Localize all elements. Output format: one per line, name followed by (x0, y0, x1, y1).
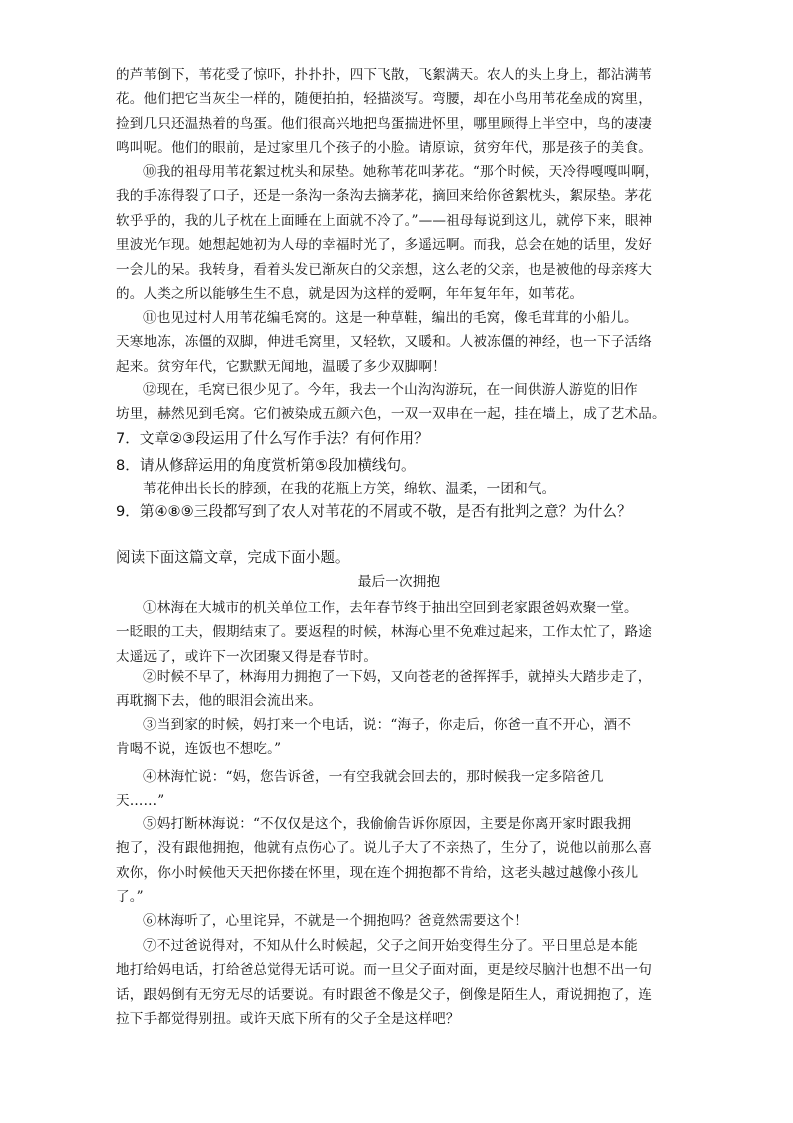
article-paragraph-7 (116, 934, 682, 1032)
text-line: 鸣叫呢。他们的眼前，是过家里几个孩子的小脸。请原谅，贫穷年代，那是孩子的美食。 (116, 140, 653, 157)
text-line: ④林海忙说：“妈，您告诉爸，一有空我就会回去的，那时候我一定多陪爸几 (143, 769, 604, 785)
text-line: ②时候不早了，林海用力拥抱了一下妈，又向苍老的爸挥挥手，就掉头大踏步走了， (143, 669, 652, 685)
article-paragraph-1 (116, 596, 682, 669)
text-line: 再耽搁下去，他的眼泪会流出来。 (116, 693, 323, 710)
text-line: ⑥林海听了，心里诧异，不就是一个拥抱吗？爸竟然需要这个！ (143, 913, 528, 929)
paragraph-11 (116, 306, 682, 379)
paragraph-10 (116, 160, 682, 306)
question-8-quote: 苇花伸出长长的脖颈，在我的花瓶上方笑，绵软、温柔，一团和气。 (143, 481, 556, 497)
text-line: ⑫现在，毛窝已很少见了。今年，我去一个山沟沟游玩，在一间供游人游览的旧作 (143, 382, 638, 398)
text-line: 起来。贫穷年代，它默默无闻地，温暖了多少双脚啊！ (116, 358, 446, 375)
text-line: 话，跟妈倒有无穷无尽的话要说。有时跟爸不像是父子，倒像是陌生人，甭说拥抱了，连 (116, 986, 653, 1003)
text-line: 一眨眼的工夫，假期结束了。要返程的时候，林海心里不免难过起来，工作太忙了，路途 (116, 624, 653, 641)
text-line: 的芦苇倒下，苇花受了惊吓，扑扑扑，四下飞散，飞絮满天。农人的头上身上，都沾满苇 (116, 67, 653, 83)
text-line: 坊里，赫然见到毛窝。它们被染成五颜六色，一双一双串在一起，挂在墙上，成了艺术品。 (116, 406, 666, 423)
text-line: 的。人类之所以能够生生不息，就是因为这样的爱啊，年年复年年，如苇花。 (116, 286, 584, 303)
text-line: 肯喝不说，连饭也不想吃。” (116, 741, 282, 758)
text-line: 捡到几只还温热着的鸟蛋。他们很高兴地把鸟蛋揣进怀里，哪里顾得上半空中，鸟的凄凄 (116, 115, 653, 132)
article-paragraph-4 (116, 765, 682, 814)
text-line: 一会儿的呆。我转身，看着头发已渐灰白的父亲想，这么老的父亲，也是被他的母亲疼大 (116, 261, 653, 278)
question-7: 7．文章②③段运用了什么写作手法？有何作用？ (116, 430, 429, 447)
text-line: 天……” (116, 793, 165, 810)
text-line: 我的手冻得裂了口子，还是一条沟一条沟去摘茅花，摘回来给你爸絮枕头，絮尿垫。茅花 (116, 188, 653, 205)
article-paragraph-2 (116, 665, 682, 714)
article-paragraph-3 (116, 713, 682, 762)
text-line: 了。” (116, 889, 144, 906)
text-line: ⑩我的祖母用苇花絮过枕头和尿垫。她称苇花叫茅花。“那个时候，天冷得嘎嘎叫啊， (143, 164, 659, 180)
text-line: ⑦不过爸说得对，不知从什么时候起，父子之间开始变得生分了。平日里总是本能 (143, 938, 638, 954)
article-title: 最后一次拥抱 (357, 574, 441, 590)
text-line: 地打给妈电话，打给爸总觉得无话可说。而一旦父子面对面，更是绞尽脑汁也想不出一句 (116, 962, 653, 979)
article-paragraph-5 (116, 812, 682, 910)
paragraph-12 (116, 378, 682, 427)
text-line: ⑤妈打断林海说：“不仅仅是这个，我偷偷告诉你原因，主要是你离开家时跟我拥 (143, 816, 632, 832)
text-line: 软乎乎的，我的儿子枕在上面睡在上面就不冷了。”——祖母每说到这儿，就停下来，眼神 (116, 212, 653, 229)
text-line: 花。他们把它当灰尘一样的，随便拍拍，轻描淡写。弯腰，却在小鸟用苇花垒成的窝里， (116, 91, 653, 108)
text-line: 抱了，没有跟他拥抱，他就有点伤心了。说儿子大了不亲热了，生分了，说他以前那么喜 (116, 840, 653, 857)
text-line: 太遥远了，或许下一次团聚又得是春节时。 (116, 648, 378, 665)
text-line: 天寒地冻，冻僵的双脚，伸进毛窝里，又轻软，又暖和。人被冻僵的神经，也一下子活络 (116, 334, 653, 351)
text-line: 里波光乍现。她想起她初为人母的幸福时光了，多遥远啊。而我，总会在她的话里，发好 (116, 237, 653, 254)
article-paragraph-6 (116, 909, 682, 933)
question-8: 8．请从修辞运用的角度赏析第⑤段加横线句。 (116, 457, 416, 474)
text-line: ③当到家的时候，妈打来一个电话，说：“海子，你走后，你爸一直不开心，酒不 (143, 717, 632, 733)
text-line: 欢你，你小时候他天天把你搂在怀里，现在连个拥抱都不肯给，这老头越过越像小孩儿 (116, 864, 639, 881)
text-line: ①林海在大城市的机关单位工作，去年春节终于抽出空回到老家跟爸妈欢聚一堂。 (143, 600, 638, 616)
text-line: ⑪也见过村人用苇花编毛窝的。这是一种草鞋，编出的毛窝，像毛茸茸的小船儿。 (143, 310, 638, 326)
passage1-continuation (116, 63, 682, 161)
question-9: 9．第④⑧⑨三段都写到了农人对苇花的不屑或不敬，是否有批判之意？为什么？ (116, 503, 632, 520)
section-instruction: 阅读下面这篇文章，完成下面小题。 (116, 549, 350, 566)
text-line: 拉下手都觉得别扭。或许天底下所有的父子全是这样吧？ (116, 1011, 460, 1028)
